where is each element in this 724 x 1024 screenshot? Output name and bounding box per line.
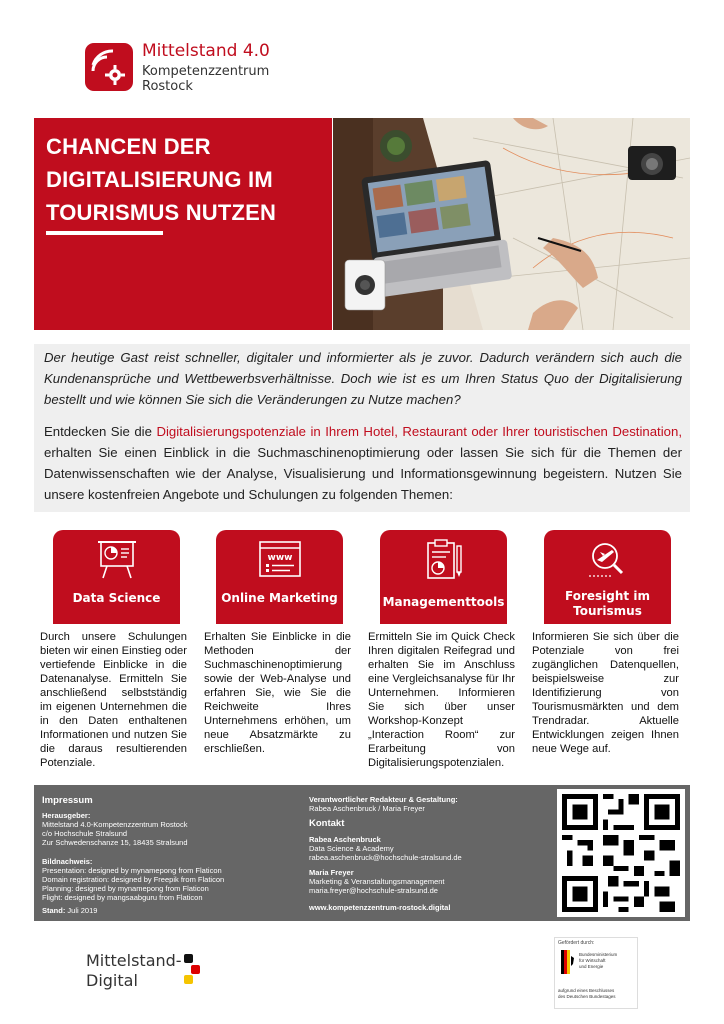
kompetenzzentrum-logo-icon	[85, 43, 133, 91]
image-credits-label: Bildnachweis:	[42, 857, 93, 866]
image-credit: Flight: designed by mangsaabguru from Flaticon	[42, 893, 203, 902]
contact-heading: Kontakt	[309, 818, 345, 829]
ministry-line: und Energie	[579, 964, 604, 969]
title-line: DIGITALISIERUNG IM	[46, 167, 273, 192]
bmwi-funding-logo	[554, 937, 638, 1009]
intro-body-post: erhalten Sie einen Einblick in die Suchmaschinenoptimierung oder lassen Sie sich für die Themen der Datenwissenschaften wie der Analyse, Visualisierung und Informationsgewinnung begeistern. Nutzen Sie unsere kostenfreien Angebote und Schulungen zu folgenden Themen:	[44, 445, 682, 502]
contact-role: Marketing & Veranstaltungsmanagement	[309, 877, 445, 886]
topic-label: Data Science	[72, 591, 161, 605]
presentation-chart-icon	[94, 538, 140, 582]
bundestag-note	[558, 988, 616, 1000]
md-logo-line: Mittelstand-	[86, 951, 182, 970]
contact-email-link[interactable]: rabea.aschenbruck@hochschule-stralsund.de	[309, 853, 462, 862]
topic-description: Informieren Sie sich über die Potenziale von frei zugänglichen Datenquellen, beispielsweise zur Identifizierung von Tourismusmärkten und dem Trendradar. Aktuelle Entwicklungen zeigen Ihnen neue Wege auf.	[532, 631, 679, 755]
intro-lead: Der heutige Gast reist schneller, digitaler und informierter als je zuvor. Dadurch verändern sich auch die Kundenansprüche und Wettbewerbsverhältnisse. Doch wie ist es um Ihren Status Quo der Digitalisierung bestellt und wie können Sie sich die Veränderungen zu Nutze machen?	[44, 350, 682, 407]
travel-desk-photo	[333, 118, 690, 330]
planning-clipboard-icon	[421, 538, 467, 582]
brand-subtitle: Kompetenzzentrum	[142, 64, 270, 79]
image-credit: Presentation: designed by mynamepong from Flaticon	[42, 866, 222, 875]
title-underline	[46, 231, 163, 235]
contact-name: Maria Freyer	[309, 868, 354, 877]
website-link[interactable]: www.kompetenzzentrum-rostock.digital	[309, 903, 451, 912]
imprint-heading: Impressum	[42, 795, 93, 806]
funding-label: Gefördert durch:	[558, 940, 595, 946]
topic-label: Managementtools	[382, 595, 505, 609]
topic-description: Durch unsere Schulungen bieten wir einen Einstieg oder vertiefende Einblicke in die Datenanalyse. Ermitteln Sie anschließend selbstständig im eigenen Unternehmen die in den Daten enthaltenen Informationen und nutzen Sie die daraus resultierenden Potenziale.	[40, 631, 187, 769]
svg-text:www: www	[267, 553, 292, 563]
image-credit: Planning: designed by mynamepong from Flaticon	[42, 884, 209, 893]
date-stamp	[42, 906, 97, 915]
intro-highlight: Digitalisierungspotenziale in Ihrem Hotel, Restaurant oder Ihrer touristischen Destination,	[156, 424, 682, 439]
german-flag-squares-icon	[182, 953, 202, 985]
title-line: TOURISMUS NUTZEN	[46, 200, 277, 225]
editor-names: Rabea Aschenbruck / Maria Freyer	[309, 804, 425, 813]
topic-label: Online Marketing	[221, 591, 338, 605]
contact-name: Rabea Aschenbruck	[309, 835, 381, 844]
title-line: CHANCEN DER	[46, 134, 211, 159]
contact-role: Data Science & Academy	[309, 844, 394, 853]
image-credit: Domain registration: designed by Freepik from Flaticon	[42, 875, 225, 884]
intro-body	[44, 421, 682, 505]
date-label: Stand:	[42, 906, 66, 915]
bundestag-line: des Deutschen Bundestages	[558, 994, 616, 999]
md-logo-line: Digital	[86, 971, 138, 990]
topic-card-managementtools	[380, 530, 507, 624]
topic-card-data-science	[53, 530, 180, 624]
topic-card-foresight	[544, 530, 671, 624]
mittelstand-digital-logo	[86, 951, 182, 991]
flight-search-icon	[585, 538, 631, 582]
www-browser-icon	[257, 538, 303, 582]
topic-label-line: Foresight im	[565, 589, 650, 603]
publisher-line: c/o Hochschule Stralsund	[42, 829, 128, 838]
publisher-line: Mittelstand 4.0-Kompetenzzentrum Rostock	[42, 820, 188, 829]
brand-title: Mittelstand 4.0	[142, 41, 270, 61]
page-title	[46, 130, 326, 229]
publisher-line: Zur Schwedenschanze 15, 18435 Stralsund	[42, 838, 188, 847]
qr-code-icon[interactable]	[557, 789, 685, 917]
ministry-name	[579, 952, 617, 970]
topic-description: Ermitteln Sie im Quick Check Ihren digitalen Reifegrad und erhalten Sie im Anschluss eine Vergleichsanalyse für Ihr Unternehmen. Informieren Sie sich über unser Workshop-Konzept „Interaction Room“ zur Erarbeitung von Digitalisierungspotenzialen.	[368, 631, 515, 769]
intro-body-pre: Entdecken Sie die	[44, 424, 157, 439]
german-eagle-icon	[561, 950, 575, 974]
topic-label	[544, 589, 671, 619]
publisher-label: Herausgeber:	[42, 811, 91, 820]
brand-location: Rostock	[142, 79, 193, 94]
editor-label: Verantwortlicher Redakteur & Gestaltung:	[309, 795, 458, 804]
contact-email-link[interactable]: maria.freyer@hochschule-stralsund.de	[309, 886, 438, 895]
bundestag-line: aufgrund eines Beschlusses	[558, 988, 615, 993]
topic-description: Erhalten Sie Einblicke in die Methoden der Suchmaschinenoptimierung sowie der Web-Analyse und erfahren Sie, wie Sie die Reichweite Ihres Unternehmens erhöhen, um neue Absatzmärkte zu erschließen.	[204, 631, 351, 755]
ministry-line: für Wirtschaft	[579, 958, 606, 963]
date-value: Juli 2019	[65, 906, 98, 915]
topic-card-online-marketing	[216, 530, 343, 624]
ministry-line: Bundesministerium	[579, 952, 618, 957]
topic-label-line: Tourismus	[573, 604, 642, 618]
